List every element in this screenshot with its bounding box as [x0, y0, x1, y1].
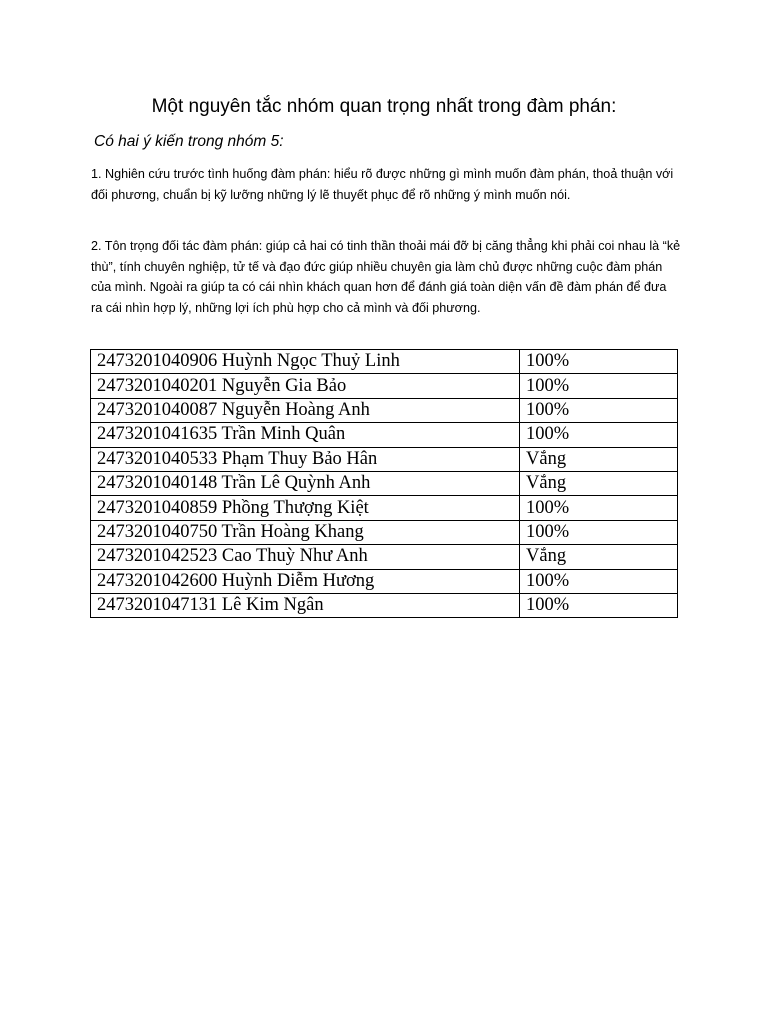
member-status: 100% — [520, 423, 678, 447]
table-row — [91, 520, 678, 544]
member-name: 2473201040087 Nguyễn Hoàng Anh — [91, 398, 520, 422]
table-row — [91, 471, 678, 495]
member-status: 100% — [520, 374, 678, 398]
table-row — [91, 398, 678, 422]
member-name: 2473201041635 Trần Minh Quân — [91, 423, 520, 447]
paragraph-1: 1. Nghiên cứu trước tình huống đàm phán: hiểu rõ được những gì mình muốn đàm phán, thoả thuận với đối phương, chuẩn bị kỹ lưỡng những lý lẽ thuyết phục để rõ những ý mình muốn nói. — [91, 167, 674, 202]
member-name: 2473201047131 Lê Kim Ngân — [91, 593, 520, 617]
member-status: 100% — [520, 569, 678, 593]
table-row — [91, 423, 678, 447]
member-status: Vắng — [520, 545, 678, 569]
paragraph-2: 2. Tôn trọng đối tác đàm phán: giúp cả hai có tinh thần thoải mái đỡ bị căng thẳng khi phải coi nhau là “kẻ thù”, tính chuyên nghiệp, tử tế và đạo đức giúp nhiều chuyên gia làm chủ được những cuộc đàm phán của mình. Ngoài ra giúp ta có cái nhìn khách quan hơn để đánh giá toàn diện vấn đề đàm phán để đưa ra cái nhìn hợp lý, những lợi ích phù hợp cho cả mình và đối phương. — [91, 239, 681, 315]
document-title: Một nguyên tắc nhóm quan trọng nhất trong đàm phán: — [151, 96, 617, 117]
member-status: 100% — [520, 398, 678, 422]
member-name: 2473201040533 Phạm Thuy Bảo Hân — [91, 447, 520, 471]
table-row — [91, 545, 678, 569]
table-row — [91, 569, 678, 593]
member-status: Vắng — [520, 447, 678, 471]
table-row — [91, 374, 678, 398]
member-status: 100% — [520, 593, 678, 617]
member-status: Vắng — [520, 471, 678, 495]
member-name: 2473201040201 Nguyễn Gia Bảo — [91, 374, 520, 398]
member-status: 100% — [520, 350, 678, 374]
member-name: 2473201040906 Huỳnh Ngọc Thuỷ Linh — [91, 350, 520, 374]
member-name: 2473201040148 Trần Lê Quỳnh Anh — [91, 471, 520, 495]
member-status: 100% — [520, 520, 678, 544]
member-status: 100% — [520, 496, 678, 520]
table-row — [91, 447, 678, 471]
table-row — [91, 496, 678, 520]
member-name: 2473201040859 Phồng Thượng Kiệt — [91, 496, 520, 520]
member-name: 2473201040750 Trần Hoàng Khang — [91, 520, 520, 544]
member-name: 2473201042523 Cao Thuỳ Như Anh — [91, 545, 520, 569]
members-table — [90, 349, 678, 618]
member-name: 2473201042600 Huỳnh Diễm Hương — [91, 569, 520, 593]
table-row — [91, 593, 678, 617]
document-subtitle: Có hai ý kiến trong nhóm 5: — [94, 133, 284, 150]
table-row — [91, 350, 678, 374]
